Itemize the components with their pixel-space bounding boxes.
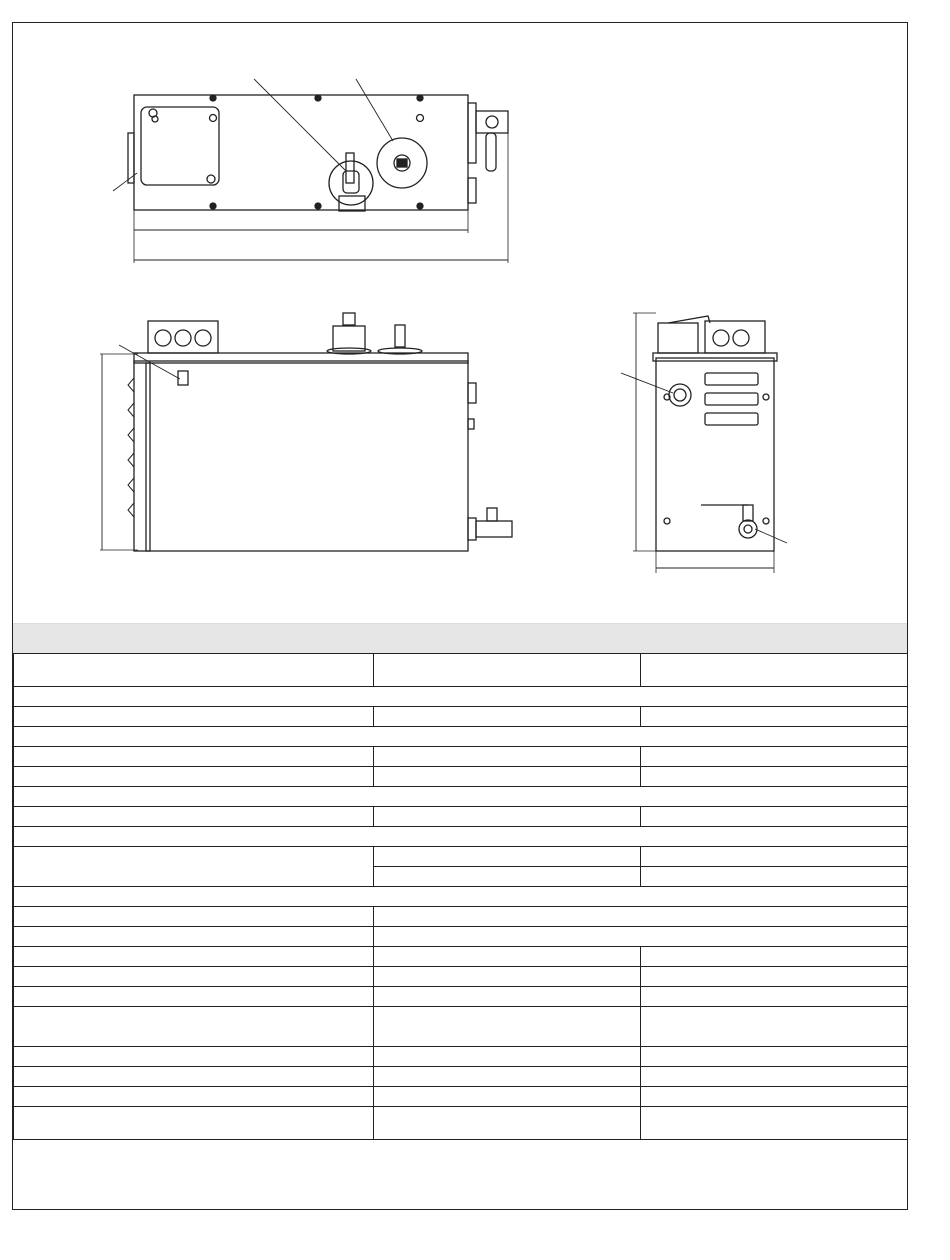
table-cell xyxy=(14,987,374,1007)
table-cell xyxy=(14,1067,374,1087)
table-cell xyxy=(374,987,641,1007)
table-cell xyxy=(14,887,908,907)
table-cell xyxy=(374,947,641,967)
table-cell xyxy=(374,1087,641,1107)
table-cell xyxy=(641,947,908,967)
table-cell xyxy=(641,1107,908,1140)
table-cell xyxy=(374,1047,641,1067)
table-cell xyxy=(374,767,641,787)
table-row xyxy=(14,967,908,987)
table-cell xyxy=(641,1047,908,1067)
table-cell xyxy=(374,967,641,987)
technical-drawings xyxy=(13,23,909,623)
table-row xyxy=(14,787,908,807)
table-cell xyxy=(14,767,374,787)
table-cell xyxy=(374,1007,641,1047)
table-cell xyxy=(641,847,908,867)
table-cell xyxy=(641,1067,908,1087)
table-row xyxy=(14,767,908,787)
table-cell xyxy=(374,867,641,887)
spec-table xyxy=(13,653,908,1140)
table-cell xyxy=(14,707,374,727)
table-row xyxy=(14,1067,908,1087)
table-cell xyxy=(641,1007,908,1047)
table-cell xyxy=(14,1047,374,1067)
table-cell xyxy=(14,747,374,767)
table-cell xyxy=(641,707,908,727)
table-row xyxy=(14,827,908,847)
table-cell xyxy=(14,827,908,847)
table-row xyxy=(14,707,908,727)
table-cell xyxy=(14,1107,374,1140)
footer-note xyxy=(13,1171,907,1209)
table-cell xyxy=(14,927,374,947)
top-view-drawing xyxy=(113,79,508,263)
table-cell xyxy=(14,907,374,927)
table-cell xyxy=(374,927,908,947)
table-row xyxy=(14,747,908,767)
table-cell xyxy=(374,747,641,767)
table-cell xyxy=(14,967,374,987)
table-cell xyxy=(374,707,641,727)
table-cell xyxy=(641,1087,908,1107)
table-cell xyxy=(14,787,908,807)
table-row xyxy=(14,807,908,827)
table-cell xyxy=(14,654,374,687)
table-cell xyxy=(374,907,908,927)
spec-sheet xyxy=(12,22,908,1210)
table-cell xyxy=(374,847,641,867)
table-cell xyxy=(374,654,641,687)
table-cell xyxy=(641,807,908,827)
table-cell xyxy=(641,654,908,687)
table-cell xyxy=(374,807,641,827)
table-cell xyxy=(641,747,908,767)
table-row xyxy=(14,1087,908,1107)
table-row xyxy=(14,727,908,747)
table-cell xyxy=(641,987,908,1007)
table-cell xyxy=(14,1087,374,1107)
table-row xyxy=(14,1007,908,1047)
table-row xyxy=(14,927,908,947)
table-row xyxy=(14,687,908,707)
table-row xyxy=(14,1107,908,1140)
table-header xyxy=(13,623,907,654)
table-row xyxy=(14,847,908,867)
table-row xyxy=(14,987,908,1007)
table-cell xyxy=(14,1007,374,1047)
side-view-drawing xyxy=(621,313,787,573)
table-row xyxy=(14,907,908,927)
table-cell xyxy=(641,867,908,887)
table-cell xyxy=(14,847,374,887)
table-row xyxy=(14,887,908,907)
table-cell xyxy=(14,727,908,747)
front-view-drawing xyxy=(100,313,512,551)
table-cell xyxy=(14,947,374,967)
table-row xyxy=(14,1047,908,1067)
table-row xyxy=(14,947,908,967)
table-row xyxy=(14,654,908,687)
table-cell xyxy=(14,807,374,827)
table-cell xyxy=(641,767,908,787)
table-cell xyxy=(374,1107,641,1140)
table-cell xyxy=(374,1067,641,1087)
table-cell xyxy=(641,967,908,987)
table-cell xyxy=(14,687,908,707)
